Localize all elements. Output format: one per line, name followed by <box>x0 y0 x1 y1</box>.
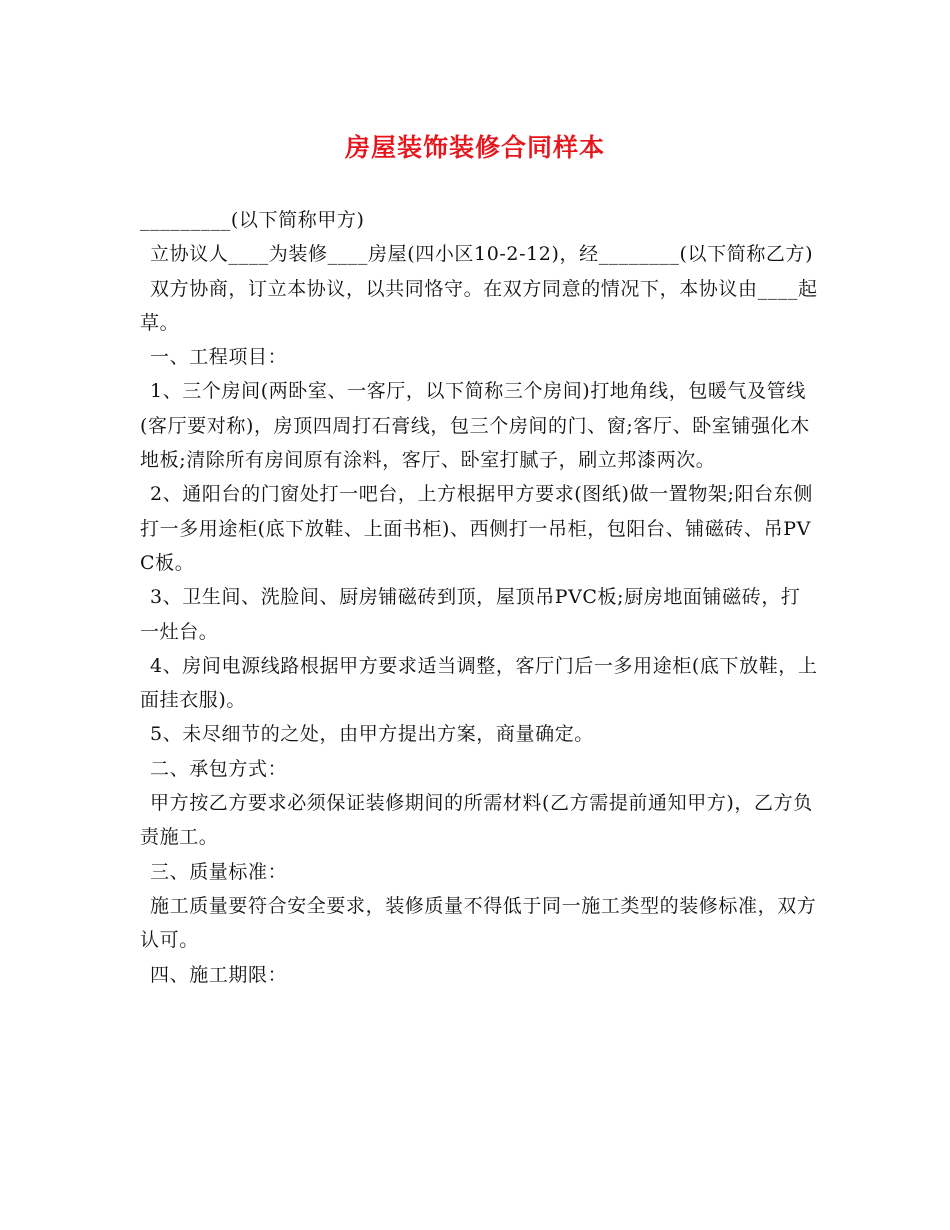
document-body <box>140 203 820 992</box>
section-heading-project: 一、工程项目： <box>150 346 288 369</box>
agreement-consultation: 双方协商，订立本协议，以共同恪守。在双方同意的情况下，本协议由____起草。 <box>140 277 818 334</box>
document-title: 房屋装饰装修合同样本 <box>344 133 605 162</box>
project-item-4: 4、房间电源线路根据甲方要求适当调整，客厅门后一多用途柜(底下放鞋，上面挂衣服)。 <box>140 654 818 712</box>
project-item-2: 2、通阳台的门窗处打一吧台，上方根据甲方要求(图纸)做一置物架;阳台东侧打一多用途柜(底下放鞋、上面书柜)、西侧打一吊柜，包阳台、铺磁砖、吊PVC板。 <box>140 483 813 574</box>
project-item-1: 1、三个房间(两卧室、一客厅，以下简称三个房间)打地角线，包暖气及管线(客厅要对称)，房顶四周打石膏线，包三个房间的门、窗;客厅、卧室铺强化木地板;清除所有房间原有涂料，客厅、卧室打腻子，刷立邦漆两次。 <box>140 380 810 472</box>
agreement-intro: 立协议人____为装修____房屋(四小区10-2-12)，经________(以下简称乙方) <box>150 243 814 266</box>
contract-method-text: 甲方按乙方要求必须保证装修期间的所需材料(乙方需提前通知甲方)，乙方负责施工。 <box>140 792 813 849</box>
project-item-3: 3、卫生间、洗脸间、厨房铺磁砖到顶，屋顶吊PVC板;厨房地面铺磁砖，打一灶台。 <box>140 586 801 643</box>
quality-text: 施工质量要符合安全要求，装修质量不得低于同一施工类型的装修标准，双方认可。 <box>140 894 817 952</box>
section-heading-schedule: 四、施工期限： <box>150 963 288 986</box>
project-item-5: 5、未尽细节的之处，由甲方提出方案，商量确定。 <box>150 723 594 746</box>
section-heading-quality: 三、质量标准： <box>150 860 288 883</box>
section-heading-contract-method: 二、承包方式： <box>150 757 288 780</box>
party-a-line: _________(以下简称甲方) <box>140 209 365 231</box>
